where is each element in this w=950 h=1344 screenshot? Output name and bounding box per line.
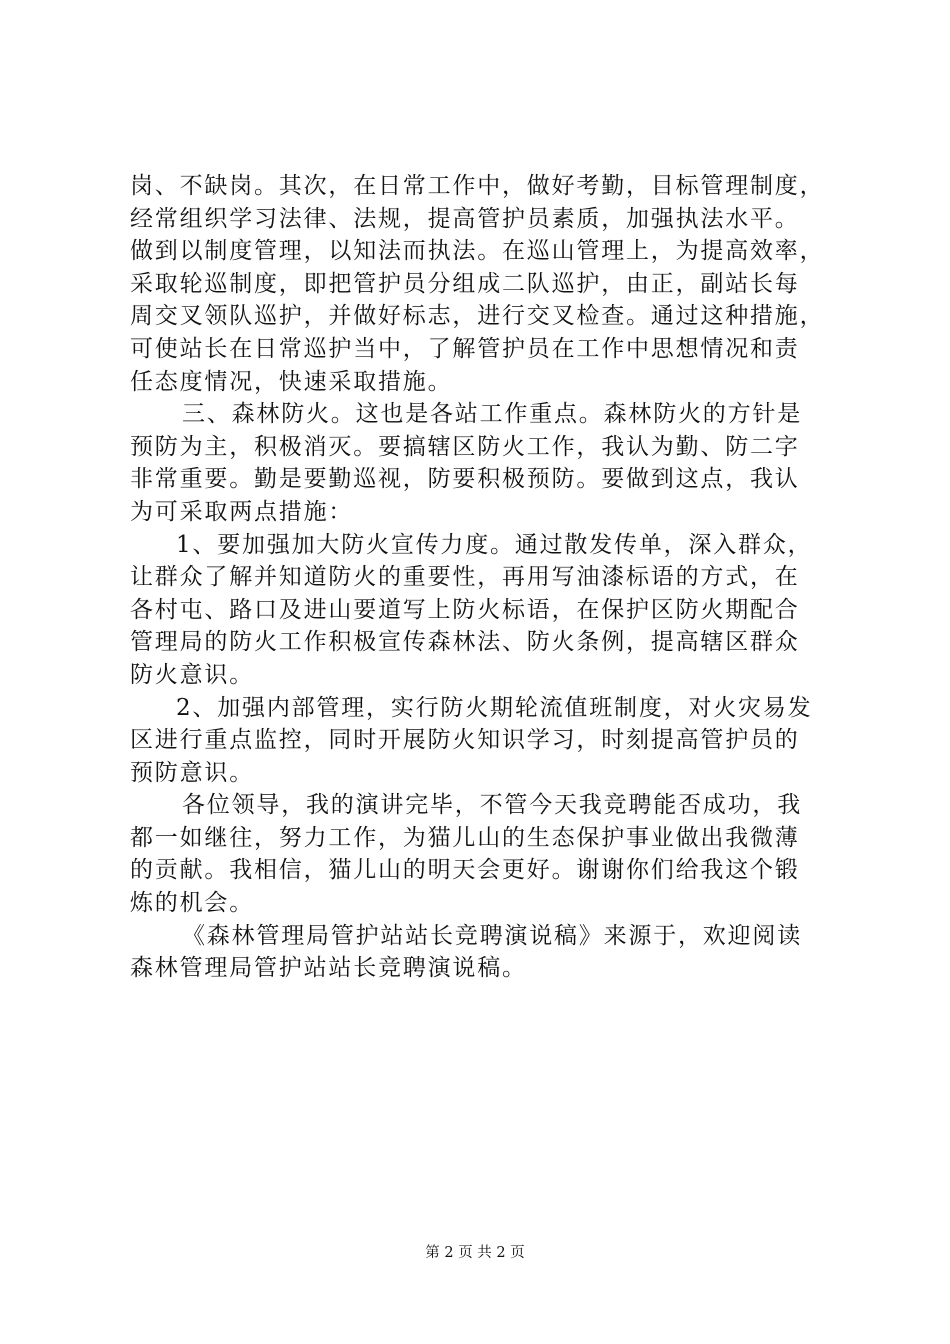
text-line: 为可采取两点措施： xyxy=(130,498,354,525)
text-line: 非常重要。勤是要勤巡视，防要积极预防。要做到这点，我认 xyxy=(130,466,800,493)
text-line: 《森林管理局管护站站长竞聘演说稿》来源于，欢迎阅读 xyxy=(182,922,802,949)
text-line: 预防为主，积极消灭。要搞辖区防火工作，我认为勤、防二字 xyxy=(130,433,800,460)
text-line: 岗、不缺岗。其次，在日常工作中，做好考勤，目标管理制度， xyxy=(130,173,825,199)
text-line: 三、森林防火。这也是各站工作重点。森林防火的方针是 xyxy=(182,401,802,428)
text-line: 可使站长在日常巡护当中，了解管护员在工作中思想情况和责 xyxy=(130,335,800,362)
document-body xyxy=(130,170,845,985)
text-line: 1、要加强加大防火宣传力度。通过散发传单，深入群众， xyxy=(176,531,813,558)
text-line: 预防意识。 xyxy=(130,759,254,786)
text-line: 2、加强内部管理，实行防火期轮流值班制度，对火灾易发 xyxy=(176,694,813,721)
text-line: 的贡献。我相信，猫儿山的明天会更好。谢谢你们给我这个锻 xyxy=(130,857,800,884)
text-line: 做到以制度管理，以知法而执法。在巡山管理上，为提高效率， xyxy=(130,238,825,265)
text-line: 周交叉领队巡护，并做好标志，进行交叉检查。通过这种措施， xyxy=(130,303,825,330)
text-line: 各村屯、路口及进山要道写上防火标语，在保护区防火期配合 xyxy=(130,596,800,623)
text-line: 经常组织学习法律、法规，提高管护员素质，加强执法水平。 xyxy=(130,205,800,232)
page-number-footer: 第 2 页 共 2 页 xyxy=(425,1245,525,1261)
text-line: 让群众了解并知道防火的重要性，再用写油漆标语的方式，在 xyxy=(130,564,800,591)
text-line: 防火意识。 xyxy=(130,661,254,688)
text-line: 管理局的防火工作积极宣传森林法、防火条例，提高辖区群众 xyxy=(130,629,800,656)
text-line: 各位领导，我的演讲完毕，不管今天我竞聘能否成功，我 xyxy=(182,792,802,819)
text-line: 采取轮巡制度，即把管护员分组成二队巡护，由正，副站长每 xyxy=(130,270,800,297)
text-line: 森林管理局管护站站长竞聘演说稿。 xyxy=(130,955,527,982)
text-line: 任态度情况，快速采取措施。 xyxy=(130,368,453,395)
text-line: 区进行重点监控，同时开展防火知识学习，时刻提高管护员的 xyxy=(130,727,800,754)
text-line: 都一如继往，努力工作，为猫儿山的生态保护事业做出我微薄 xyxy=(130,824,800,851)
text-line: 炼的机会。 xyxy=(130,890,254,917)
